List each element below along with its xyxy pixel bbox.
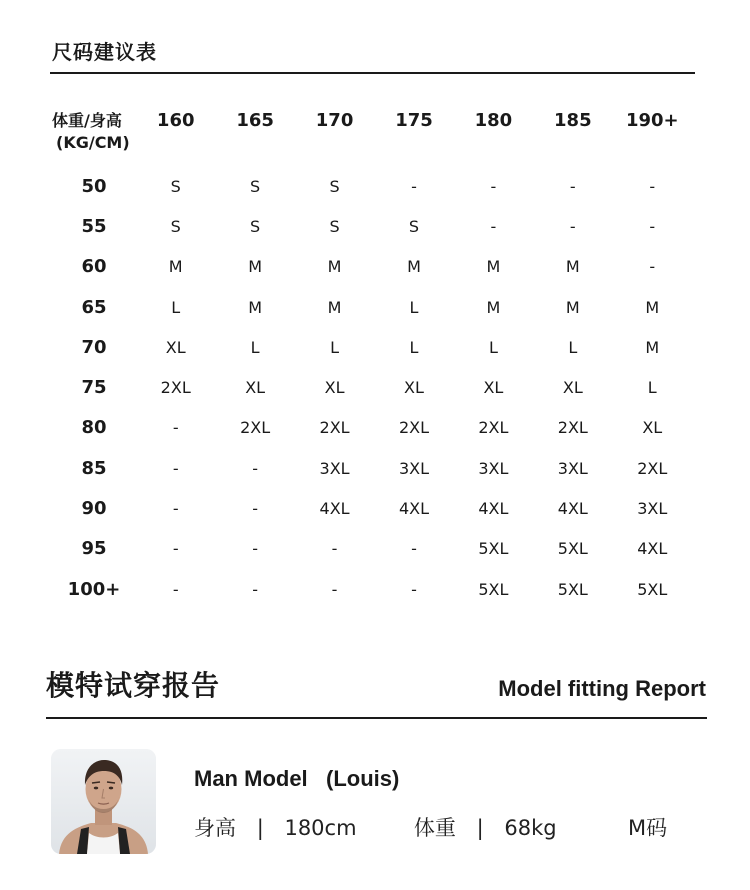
size-cell: XL xyxy=(245,378,266,398)
size-cell: - xyxy=(569,176,576,196)
size-cell: 2XL xyxy=(557,418,588,438)
size-cell: S xyxy=(250,216,261,236)
weight-cell: 100+ xyxy=(67,578,121,600)
size-cell: 3XL xyxy=(478,458,509,478)
size-cell: XL xyxy=(642,418,663,438)
model-name: Man Model (Louis) xyxy=(194,766,400,791)
size-cell: XL xyxy=(483,378,504,398)
size-cell: L xyxy=(647,378,657,398)
report-title: 模特试穿报告 xyxy=(46,669,221,702)
size-cell: M xyxy=(327,257,342,277)
size-cell: 5XL xyxy=(478,579,509,599)
size-cell: M xyxy=(486,297,501,317)
size-cell: 2XL xyxy=(478,418,509,438)
size-cell: 2XL xyxy=(160,378,191,398)
table-row xyxy=(52,529,692,569)
weight-height-header xyxy=(52,108,136,166)
size-cell: L xyxy=(409,297,419,317)
size-cell: 5XL xyxy=(637,579,668,599)
size-cell: M xyxy=(168,257,183,277)
height-header: 180 xyxy=(474,110,513,131)
size-chart-table xyxy=(52,108,692,609)
table-row xyxy=(52,206,692,246)
height-label: 身高 xyxy=(194,816,236,840)
weight-cell: 60 xyxy=(81,256,107,278)
size-cell: - xyxy=(172,418,179,438)
weight-cell: 95 xyxy=(81,538,107,560)
size-cell: 3XL xyxy=(557,458,588,478)
height-header: 185 xyxy=(554,110,592,131)
size-cell: 4XL xyxy=(478,499,509,519)
size-cell: 4XL xyxy=(319,499,350,519)
size-cell: M xyxy=(407,257,421,277)
weight-cell: 50 xyxy=(81,175,107,197)
separator: | xyxy=(476,816,484,840)
header-label: 体重/身高 xyxy=(52,111,122,130)
size-cell: - xyxy=(252,499,259,519)
report-divider xyxy=(46,717,707,719)
table-header-row xyxy=(52,108,692,166)
size-cell: - xyxy=(490,216,497,236)
size-cell: M xyxy=(248,257,263,277)
size-cell: - xyxy=(172,539,179,559)
table-row xyxy=(52,166,692,206)
size-cell: M xyxy=(248,297,263,317)
size-cell: S xyxy=(408,216,420,236)
size-cell: 5XL xyxy=(557,539,588,559)
size-cell: XL xyxy=(165,337,186,357)
report-subtitle: Model fitting Report xyxy=(498,676,706,701)
size-cell: - xyxy=(569,216,576,236)
size-cell: M xyxy=(645,297,660,317)
size-cell: 5XL xyxy=(478,539,509,559)
model-portrait-icon xyxy=(51,749,156,854)
weight-cell: 85 xyxy=(81,457,107,479)
size-chart-title: 尺码建议表 xyxy=(52,40,157,64)
weight-cell: 80 xyxy=(81,417,107,439)
size-cell: M xyxy=(486,257,501,277)
table-row xyxy=(52,448,692,488)
size-cell: 2XL xyxy=(398,418,429,438)
model-stats xyxy=(194,812,667,842)
size-cell: L xyxy=(409,337,419,357)
size-cell: - xyxy=(649,216,656,236)
size-cell: L xyxy=(171,297,181,317)
size-cell: S xyxy=(329,216,340,236)
size-cell: - xyxy=(252,458,259,478)
size-cell: L xyxy=(568,337,578,357)
model-photo xyxy=(51,749,156,854)
size-cell: - xyxy=(411,539,417,559)
size-cell: - xyxy=(172,458,179,478)
size-cell: - xyxy=(172,499,179,519)
size-cell: XL xyxy=(404,378,424,398)
size-cell: 4XL xyxy=(557,499,588,519)
weight-cell: 65 xyxy=(81,296,107,318)
size-cell: - xyxy=(649,176,656,196)
weight-value: 68kg xyxy=(504,816,557,840)
size-cell: 4XL xyxy=(398,499,429,519)
size-cell: XL xyxy=(562,378,583,398)
size-cell: S xyxy=(170,216,181,236)
height-value: 180cm xyxy=(284,816,357,840)
size-cell: XL xyxy=(324,378,345,398)
table-row xyxy=(52,569,692,609)
size-cell: - xyxy=(649,257,656,277)
size-cell: S xyxy=(170,176,181,196)
height-header: 160 xyxy=(156,110,195,131)
separator: | xyxy=(256,816,264,840)
table-row xyxy=(52,367,692,407)
size-cell: 2XL xyxy=(637,458,668,478)
table-row xyxy=(52,408,692,448)
weight-cell: 75 xyxy=(81,377,107,399)
height-header: 170 xyxy=(315,110,354,131)
weight-cell: 90 xyxy=(81,498,107,520)
size-cell: - xyxy=(490,176,497,196)
weight-cell: 55 xyxy=(81,215,107,237)
size-cell: 3XL xyxy=(319,458,350,478)
weight-cell: 70 xyxy=(81,336,107,358)
height-header: 165 xyxy=(236,110,274,131)
size-cell: - xyxy=(252,579,259,599)
size-cell: S xyxy=(250,176,261,196)
height-header: 175 xyxy=(395,110,433,131)
title-divider xyxy=(50,72,695,74)
size-cell: M xyxy=(565,257,580,277)
size-cell: 2XL xyxy=(240,418,271,438)
size-cell: - xyxy=(252,539,259,559)
size-cell: 3XL xyxy=(398,458,429,478)
table-row xyxy=(52,327,692,367)
size-cell: M xyxy=(645,337,660,357)
size-cell: M xyxy=(565,297,580,317)
table-row xyxy=(52,488,692,528)
size-cell: - xyxy=(331,539,338,559)
size-cell: L xyxy=(330,337,340,357)
weight-label: 体重 xyxy=(413,816,456,840)
table-row xyxy=(52,287,692,327)
size-cell: L xyxy=(488,337,498,357)
size-cell: - xyxy=(411,176,417,196)
size-cell: - xyxy=(172,579,179,599)
size-cell: 4XL xyxy=(637,539,668,559)
size-cell: 2XL xyxy=(319,418,350,438)
height-header: 190+ xyxy=(625,110,679,131)
size-cell: M xyxy=(327,297,342,317)
size-cell: - xyxy=(331,579,338,599)
header-unit: (KG/CM) xyxy=(56,133,130,152)
size-cell: 5XL xyxy=(557,579,588,599)
size-cell: L xyxy=(250,337,260,357)
size-cell: 3XL xyxy=(637,499,668,519)
size-cell: - xyxy=(411,579,417,599)
size-cell: S xyxy=(329,176,340,196)
size-value: M码 xyxy=(627,816,668,840)
table-row xyxy=(52,247,692,287)
